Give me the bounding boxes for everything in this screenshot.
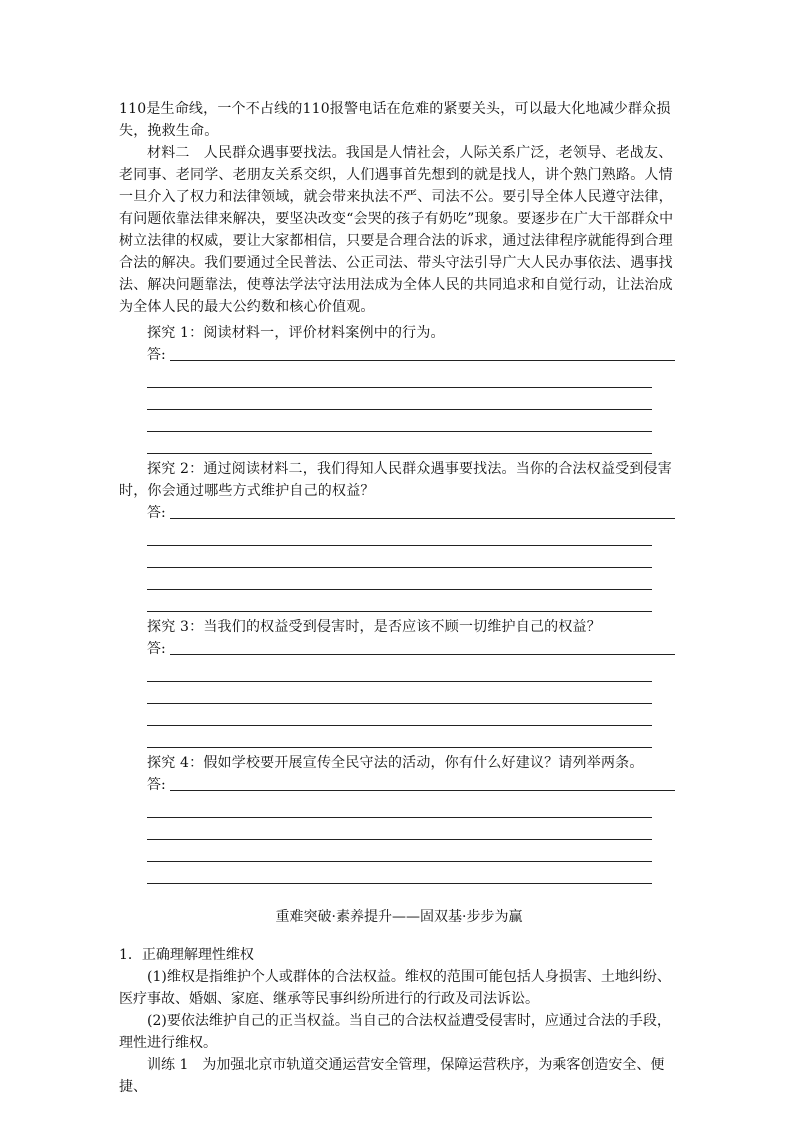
- answer-3-first-line: [147, 638, 679, 660]
- answer-1-blank-2[interactable]: [147, 388, 652, 410]
- question-3: 探究 3：当我们的权益受到侵害时，是否应该不顾一切维护自己的权益？: [147, 619, 601, 635]
- answer-4-blank-4[interactable]: [147, 862, 652, 884]
- answer-label: 答:: [147, 641, 166, 657]
- paragraph-material2: 材料二 人民群众遇事要找法。我国是人情社会，人际关系广泛，老领导、老战友、老同事、老同学、老朋友关系交织，人们遇事首先想到的就是找人，讲个熟门熟路。人情一旦介入了权力和法律领域，就会带来执法不严、司法不公。要引导全体人民遵守法律，有问题依靠法律来解决，要坚决改变“会哭的孩子有奶吃”现象。要逐步在广大干部群众中树立法律的权威，要让大家都相信，只要是合理合法的诉求，通过法律程序就能得到合理合法的解决。我们要通过全民普法、公正司法、带头守法引导广大人民办事依法、遇事找法、解决问题靠法，使尊法学法守法用法成为全体人民的共同追求和自觉行动，让法治成为全体人民的最大公约数和核心价值观。: [119, 145, 674, 315]
- answer-2-blank-4[interactable]: [147, 590, 652, 612]
- answer-label: 答:: [147, 505, 166, 521]
- section-heading: 重难突破·素养提升——固双基·步步为赢: [275, 909, 523, 925]
- answer-4-first-line: [147, 774, 679, 796]
- answer-3-blank-3[interactable]: [147, 704, 652, 726]
- answer-2-first-line: [147, 502, 679, 524]
- document-page: [119, 98, 679, 1098]
- question-4: 探究 4：假如学校要开展宣传全民守法的活动，你有什么好建议？请列举两条。: [147, 755, 644, 771]
- answer-3-blank-2[interactable]: [147, 682, 652, 704]
- question-2: 探究 2：通过阅读材料二，我们得知人民群众遇事要找法。当你的合法权益受到侵害时，你会通过哪些方式维护自己的权益？: [119, 461, 672, 499]
- answer-4-blank-2[interactable]: [147, 818, 652, 840]
- point-item-1: (1)维权是指维护个人或群体的合法权益。维权的范围可能包括人身损害、土地纠纷、医疗事故、婚姻、家庭、继承等民事纠纷所进行的行政及司法诉讼。: [119, 969, 671, 1007]
- answer-4-blank-0[interactable]: [170, 790, 675, 791]
- answer-label: 答:: [147, 777, 166, 793]
- answer-1-blank-4[interactable]: [147, 432, 652, 454]
- answer-2-blank-1[interactable]: [147, 524, 652, 546]
- answer-2-blank-0[interactable]: [170, 518, 675, 519]
- answer-4-blank-3[interactable]: [147, 840, 652, 862]
- answer-1-blank-3[interactable]: [147, 410, 652, 432]
- point-title: 1．正确理解理性维权: [119, 947, 254, 963]
- answer-3-blank-1[interactable]: [147, 660, 652, 682]
- point-item-2: (2)要依法维护自己的正当权益。当自己的合法权益遭受侵害时，应通过合法的手段，理性进行维权。: [119, 1013, 671, 1051]
- answer-2-blank-3[interactable]: [147, 568, 652, 590]
- paragraph-material1-end: 110是生命线，一个不占线的110报警电话在危难的紧要关头，可以最大化地减少群众损失，挽救生命。: [119, 101, 671, 139]
- question-1: 探究 1：阅读材料一，评价材料案例中的行为。: [147, 325, 445, 341]
- answer-3-blank-4[interactable]: [147, 726, 652, 748]
- answer-2-blank-2[interactable]: [147, 546, 652, 568]
- answer-1-blank-0[interactable]: [170, 360, 675, 361]
- answer-1-first-line: [147, 344, 679, 366]
- answer-1-blank-1[interactable]: [147, 366, 652, 388]
- answer-3-blank-0[interactable]: [170, 654, 675, 655]
- answer-4-blank-1[interactable]: [147, 796, 652, 818]
- training-1: 训练 1 为加强北京市轨道交通运营安全管理，保障运营秩序，为乘客创造安全、便捷、: [119, 1057, 665, 1095]
- answer-label: 答:: [147, 347, 166, 363]
